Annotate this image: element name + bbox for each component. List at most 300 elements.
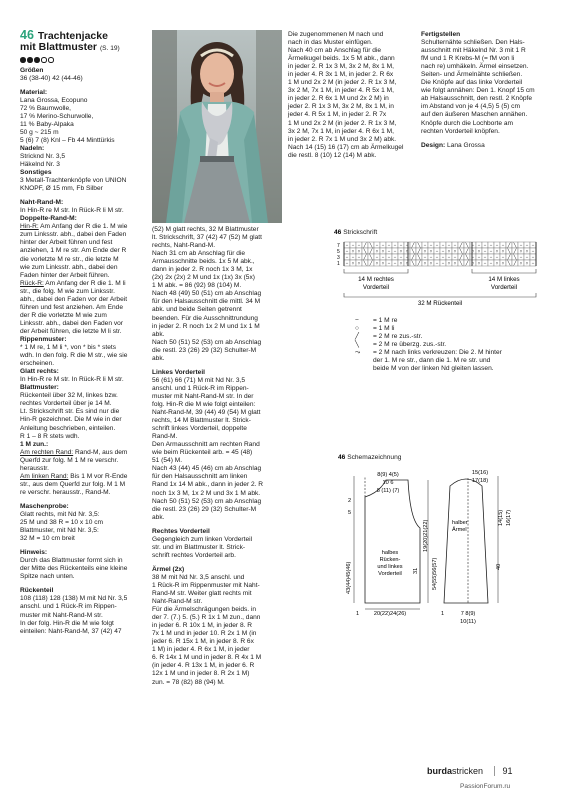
text-line	[20, 288, 144, 296]
chart-cell-symbol: −	[489, 242, 493, 248]
chart-cell-symbol: ○	[525, 248, 529, 254]
chart-cell-symbol: ○	[375, 248, 379, 254]
text-line	[152, 258, 280, 266]
chart-cell-symbol: ╲	[411, 248, 415, 254]
chart-cell-symbol: −	[393, 248, 397, 254]
chart-cell-symbol: −	[501, 242, 505, 248]
text-line	[421, 128, 547, 136]
line-text: 38 M mit Nd Nr. 3,5 anschl. und	[152, 573, 245, 581]
back-bottom-small: 1	[356, 611, 360, 617]
text-line	[288, 47, 412, 55]
line-text: Lana Grossa, Ecopuno	[20, 96, 88, 104]
chart-cell-symbol: ○	[471, 248, 475, 254]
line-text: 7x 1 M und in jeder 10. R 2x 1 M (in	[152, 630, 257, 638]
section-heading	[20, 169, 144, 177]
column-1	[20, 28, 144, 636]
chart-cell-symbol: −	[357, 254, 361, 260]
text-line	[421, 95, 547, 103]
chart-cell-symbol: ○	[453, 260, 457, 266]
line-text: in jeder 4. R 3x 1 M, in jeder 2. R 6x	[288, 71, 394, 79]
text-line	[20, 408, 144, 416]
photo-illustration	[152, 30, 282, 223]
line-text: Linksstr. abh., dabei den Faden vor	[20, 319, 124, 327]
text-line	[152, 662, 280, 670]
text-line	[152, 425, 280, 433]
text-line	[421, 87, 547, 95]
chart-cell-symbol: −	[441, 242, 445, 248]
text-line	[20, 280, 144, 288]
line-text: Rand-M, aus dem	[73, 448, 128, 456]
line-text: Nach 31 cm ab Anschlag für die	[152, 250, 246, 258]
text-line	[288, 87, 412, 95]
chart-cell-symbol: −	[483, 254, 487, 260]
line-text: führen und fest anziehen. Am Ende	[20, 303, 124, 311]
text-line	[288, 144, 412, 152]
line-text: 1 M zun.:	[20, 440, 49, 448]
text-line	[152, 298, 280, 306]
chart-cell-symbol: −	[441, 254, 445, 260]
line-text: jeder 4. R 5x 1 M, in jeder 2. R 7x	[288, 111, 387, 119]
chart-cell-symbol: −	[351, 254, 355, 260]
text-line	[152, 339, 280, 347]
legend-row	[355, 365, 545, 373]
text-line	[152, 473, 280, 481]
pattern-subtitle: mit Blattmuster	[20, 41, 98, 53]
chart-cell-symbol: ○	[423, 248, 427, 254]
text-line	[20, 153, 144, 161]
text-line	[152, 590, 280, 598]
chart-cell-symbol: ╲	[513, 242, 517, 248]
text-line	[20, 465, 144, 473]
chart-cell-symbol: −	[393, 260, 397, 266]
line-text: ausschnitt mit Häkelnd Nr. 3 mit 1 R	[421, 47, 526, 55]
chart-cell-symbol: −	[387, 248, 391, 254]
back-dim-left-2: 5	[348, 510, 352, 516]
text-line	[288, 31, 412, 39]
text-line	[152, 331, 280, 339]
legend-symbol-decrease-right: ╲	[355, 341, 359, 349]
line-text: der R die vorletzte M wie zum	[20, 311, 107, 319]
text-line	[20, 185, 144, 193]
text-line	[20, 473, 144, 481]
chart-number: 46	[334, 229, 342, 236]
chart-cell-symbol: −	[453, 242, 457, 248]
section-heading	[20, 336, 144, 344]
line-text: 1 Rück-R im Rippenmuster mit Naht-	[152, 581, 260, 589]
line-text: Linkes Vorderteil	[152, 368, 206, 376]
chart-cell-symbol: ╲	[459, 248, 463, 254]
text-line	[152, 498, 280, 506]
text-line	[20, 264, 144, 272]
line-text: In Hin-R re M str. In Rück-R li M str.	[20, 376, 124, 384]
line-text: Anleitung beschrieben, einteilen.	[20, 424, 116, 432]
line-text: Stricknd Nr. 3,5	[20, 152, 66, 160]
chart-cell-symbol: ○	[495, 248, 499, 254]
text-line	[152, 606, 280, 614]
chart-heading	[334, 229, 377, 236]
line-text: der Mitte des Rückenteils eine kleine	[20, 565, 128, 573]
line-text: Blattmuster:	[20, 384, 59, 392]
back-top-2: 10 6	[382, 480, 394, 486]
chart-cell-symbol: −	[525, 242, 529, 248]
body-outline	[365, 480, 420, 603]
line-text: jeder 6. R 15x 1 M, in jeder 8. R 6x	[152, 638, 254, 646]
line-text: (2x) 2x (2x) 2 M und 1x (1x) 3x (5x)	[152, 274, 255, 282]
line-text: Nadeln:	[20, 144, 45, 152]
text-line	[152, 266, 280, 274]
text-line	[20, 256, 144, 264]
chart-cell-symbol: ╲	[465, 242, 469, 248]
chart-cell-symbol: −	[435, 260, 439, 266]
chart-cell-symbol: ╲	[363, 260, 367, 266]
text-line	[20, 595, 144, 603]
chart-cell-symbol: ○	[471, 260, 475, 266]
line-text: (in jeder 4. R 13x 1 M, in jeder 6. R	[152, 662, 255, 670]
text-line	[152, 622, 280, 630]
underlined-label: Am rechten Rand:	[20, 448, 74, 456]
text-line	[421, 120, 547, 128]
line-text: fM und 1 R Krebs-M (= fM von li	[421, 55, 515, 63]
text-line	[20, 207, 144, 215]
difficulty-dot-empty	[41, 57, 47, 63]
chart-cell-symbol: −	[405, 254, 409, 260]
chart-cell-symbol: ○	[429, 260, 433, 266]
chart-cell-symbol: ○	[447, 248, 451, 254]
text-line	[20, 223, 144, 231]
model-photo	[152, 30, 282, 223]
chart-cell-symbol: ╱	[417, 260, 421, 266]
text-line	[20, 425, 144, 433]
line-text: hinter der Arbeit führen und fest	[20, 239, 113, 247]
text-line	[20, 527, 144, 535]
schematic-drawing	[340, 462, 546, 632]
text-line	[152, 417, 280, 425]
text-line	[20, 573, 144, 581]
line-text: anschl. und 1 Rück-R im Rippen-	[20, 603, 117, 611]
line-text: jeder 2. R 1x 3 M, 3x 2 M, 8x 1 M, in	[288, 103, 394, 111]
line-text: Nach 50 (51) 52 (53) cm ab Anschlag	[152, 497, 262, 505]
chart-cell-symbol: ○	[399, 248, 403, 254]
chart-cell-symbol: ╱	[459, 254, 463, 260]
line-text: lt. Strickschrift, 37 (42) 47 (52) M glatt	[152, 234, 262, 242]
text-line	[20, 352, 144, 360]
sleeve-top-2: 17(18)	[471, 478, 489, 484]
legend-symbol-cross: ⤳	[355, 349, 361, 357]
chart-title: Strickschrift	[343, 229, 378, 236]
text-line	[20, 239, 144, 247]
chart-cell-symbol: −	[471, 254, 475, 260]
difficulty-dot-filled	[20, 57, 26, 63]
text-line	[288, 55, 412, 63]
line-text: abk.	[152, 330, 165, 338]
chart-cell-symbol: ╲	[513, 254, 517, 260]
chart-cell-symbol: −	[525, 254, 529, 260]
sleeve-bottom: 7 8(9)	[460, 611, 476, 617]
page-number: 91	[494, 766, 513, 776]
line-text: Fertigstellen	[421, 31, 461, 38]
text-line	[20, 565, 144, 573]
chart-cell-symbol: ○	[357, 260, 361, 266]
column-3-body	[288, 31, 412, 160]
line-text: Ärmel (2x)	[152, 565, 185, 573]
chart-cell-symbol: ○	[453, 248, 457, 254]
line-text: 36 (38-40) 42 (44-46)	[20, 74, 83, 82]
chart-cell-symbol: −	[375, 242, 379, 248]
chart-cell-symbol: −	[423, 254, 427, 260]
line-text: Nach 48 (49) 50 (51) cm ab Anschlag	[152, 290, 262, 298]
chart-cell-symbol: −	[519, 254, 523, 260]
line-text: Am Anfang der R die 1. M wie	[38, 223, 128, 231]
text-line	[152, 654, 280, 662]
label-line: Vorderteil	[378, 571, 402, 577]
line-text: Häkelnd Nr. 3	[20, 161, 60, 169]
section-heading	[20, 503, 144, 511]
chart-cell-symbol: ○	[351, 248, 355, 254]
text-line	[20, 400, 144, 408]
line-text: 3 Metall-Trachtenknöpfe von UNION	[20, 177, 127, 185]
line-text: 3x 2 M, 7x 1 M, in jeder 4. R 5x 1 M,	[288, 87, 394, 95]
chart-cell-symbol: −	[399, 242, 403, 248]
footer-brand-suffix: stricken	[452, 766, 484, 776]
text-line	[152, 306, 280, 314]
label-left-front: 14 M linkes	[488, 276, 520, 283]
legend-text: = 2 M re überzg. zus.-str.	[373, 341, 447, 349]
line-text: wie beim Rückenteil arb. = 45 (48)	[152, 449, 253, 457]
page-footer	[427, 766, 513, 776]
chart-cell-symbol: ╱	[459, 242, 463, 248]
line-text: 11 % Baby-Alpaka	[20, 120, 74, 128]
legend-row	[355, 333, 545, 341]
back-bottom: 20(22)24(26)	[373, 611, 407, 617]
chart-cell-symbol: −	[345, 254, 349, 260]
legend-text: = 1 M re	[373, 317, 398, 324]
text-line	[152, 234, 280, 242]
text-line	[20, 489, 144, 497]
legend-text: = 1 M li	[373, 325, 395, 333]
text-line	[152, 638, 280, 646]
line-text: Querfd zur folg. M 1 M re verschr.	[20, 456, 119, 464]
text-line	[152, 536, 280, 544]
chart-cell-symbol: ╱	[507, 254, 511, 260]
chart-cell-symbol: ╱	[411, 254, 415, 260]
line-text: Armausschnitte beids. 1x 5 M abk.,	[152, 258, 255, 266]
line-text: * 1 M re, 1 M li *, von * bis * stets	[20, 344, 117, 352]
line-text: Knöpfe durch die Lochborte am	[421, 119, 514, 127]
chart-cell-symbol: −	[441, 260, 445, 266]
line-text: 12x 1 M und in jeder 8. R 2x 1 M)	[152, 670, 250, 678]
difficulty-dot-filled	[27, 57, 33, 63]
line-text: re verschr. herausstr., Rand-M.	[20, 488, 111, 496]
text-line	[152, 250, 280, 258]
text-line	[20, 360, 144, 368]
text-line	[152, 323, 280, 331]
line-text: Durch das Blattmuster formt sich in	[20, 557, 123, 565]
text-line	[152, 646, 280, 654]
text-line	[20, 433, 144, 441]
section-heading	[152, 566, 280, 574]
chart-cell-symbol: ○	[477, 260, 481, 266]
line-text: der 7. (7.) 5. (5.) R 1x 1 M zun., dann	[152, 614, 261, 622]
text-line	[20, 449, 144, 457]
back-height-side: 31	[413, 567, 419, 574]
column-4	[421, 31, 547, 150]
text-line	[20, 511, 144, 519]
line-text: Rechtes Vorderteil	[152, 527, 210, 535]
line-text: Gegengleich zum linken Vorderteil	[152, 535, 253, 543]
line-text: abk.	[152, 354, 165, 362]
line-text: Maschenprobe:	[20, 502, 69, 510]
text-line	[20, 161, 144, 169]
chart-cell-symbol: −	[483, 260, 487, 266]
text-line	[421, 47, 547, 55]
line-text: In Hin-R re M str. In Rück-R li M str.	[20, 207, 124, 215]
text-line	[152, 457, 280, 465]
section-heading	[20, 145, 144, 153]
chart-cell-symbol: −	[447, 254, 451, 260]
text-line	[20, 304, 144, 312]
text-line	[152, 481, 280, 489]
text-line	[20, 177, 144, 185]
chart-cell-symbol: ╱	[513, 260, 517, 266]
text-line	[152, 282, 280, 290]
chart-cell-symbol: −	[345, 248, 349, 254]
line-text: Nach 14 (15) 16 (17) cm ab Ärmelkugel	[288, 143, 404, 151]
text-line	[288, 136, 412, 144]
line-text: zun. = 78 (82) 88 (94) M.	[152, 678, 225, 686]
underlined-label: Hin-R:	[20, 223, 39, 231]
line-text: 72 % Baumwolle,	[20, 104, 71, 112]
line-text: Den Armausschnitt am rechten Rand	[152, 441, 260, 449]
line-text: in jeder 6. R 10x 1 M, in jeder 8. R	[152, 622, 253, 630]
text-line	[20, 272, 144, 280]
chart-grid	[344, 242, 536, 267]
line-text: Naht-Rand-M, 39 (44) 49 (54) M glatt	[152, 409, 261, 417]
section-heading	[421, 31, 547, 39]
line-text: abk.	[152, 513, 165, 521]
legend-text: beide M von der linken Nd gleiten lassen.	[373, 365, 494, 373]
chart-cell-symbol: −	[483, 242, 487, 248]
line-text: rechts, Naht-Rand-M.	[152, 242, 216, 250]
legend-symbol-circle: ○	[355, 325, 359, 333]
line-text: auf den äußeren Maschen annähen.	[421, 111, 528, 119]
schematic-number: 46	[338, 454, 346, 461]
text-line	[152, 465, 280, 473]
text-line	[152, 552, 280, 560]
chart-cell-symbol: ○	[519, 248, 523, 254]
chart-cell-symbol: ╱	[417, 248, 421, 254]
text-line	[20, 535, 144, 543]
pattern-title-line2	[20, 42, 144, 54]
text-line	[152, 355, 280, 363]
chart-cell-symbol: −	[375, 254, 379, 260]
line-text: nach in das Muster einfügen.	[288, 39, 373, 47]
line-text: str., aus dem Querfd zur folg. M 1 M	[20, 480, 126, 488]
chart-cell-symbol: ○	[423, 260, 427, 266]
schematic-heading	[338, 454, 401, 461]
line-text: Ärmelkugel beids. 1x 5 M abk., dann	[288, 55, 395, 63]
text-line	[20, 231, 144, 239]
line-text: dann in jeder 2. R noch 1x 3 M, 1x	[152, 266, 253, 274]
chart-cell-symbol: −	[429, 242, 433, 248]
chart-cell-symbol: ╱	[363, 254, 367, 260]
sleeve-top: 15(16)	[471, 470, 489, 476]
chart-cell-symbol: −	[387, 242, 391, 248]
chart-cell-symbol: −	[393, 254, 397, 260]
text-line	[288, 39, 412, 47]
text-line	[20, 557, 144, 565]
chart-cell-symbol: ╲	[507, 260, 511, 266]
section-heading	[20, 368, 144, 376]
chart-cell-symbol: ╱	[369, 248, 373, 254]
section-heading	[20, 67, 144, 75]
line-text: 56 (61) 66 (71) M mit Nd Nr. 3,5	[152, 376, 246, 384]
text-line	[20, 376, 144, 384]
chart-cell-symbol: −	[435, 254, 439, 260]
chart-cell-symbol: ○	[405, 248, 409, 254]
chart-cell-symbol: −	[483, 248, 487, 254]
legend-row	[355, 317, 545, 325]
chart-cell-symbol: ╲	[369, 242, 373, 248]
line-text: in jeder 2. R 1x 3 M, 3x 2 M, 8x 1 M,	[288, 63, 394, 71]
text-line	[152, 630, 280, 638]
chart-cell-symbol: −	[351, 242, 355, 248]
line-text: Glatt rechts:	[20, 368, 59, 376]
chart-cell-symbol: ╱	[465, 260, 469, 266]
legend-row	[355, 341, 545, 349]
chart-cell-symbol: ╲	[417, 242, 421, 248]
text-line	[421, 79, 547, 87]
line-text: rechtes Vorderteil über je 14 M.	[20, 400, 112, 408]
text-line	[152, 614, 280, 622]
page-reference: (S. 19)	[99, 45, 120, 52]
text-line	[152, 242, 280, 250]
text-line	[152, 226, 280, 234]
line-text: die restl. 8 (10) 12 (14) M abk.	[288, 151, 377, 159]
section-heading	[20, 384, 144, 392]
line-text: 6. R 14x 1 M und in jeder 8. R 4x 1 M	[152, 654, 262, 662]
text-line	[288, 79, 412, 87]
line-text: rechts, 14 M Blattmuster lt. Strick-	[152, 417, 251, 425]
back-dim-left-1: 2	[348, 498, 352, 504]
line-text: 32 M = 10 cm breit	[20, 535, 75, 543]
line-text: 1 M) in jeder 4. R 6x 1 M, in jeder	[152, 646, 250, 654]
chart-cell-symbol: −	[345, 242, 349, 248]
line-text: str. und im Blattmuster lt. Strick-	[152, 543, 246, 551]
chart-cell-symbol: ○	[357, 248, 361, 254]
chart-cell-symbol: −	[381, 254, 385, 260]
text-line	[421, 55, 547, 63]
text-line	[152, 409, 280, 417]
line-text: Rückenteil	[20, 587, 54, 595]
section-heading	[20, 549, 144, 557]
chart-cell-symbol: −	[393, 242, 397, 248]
line-text: im Abstand von je 4 (4,5) 5 (5) cm	[421, 103, 520, 111]
line-text: Sonstiges	[20, 169, 52, 177]
text-line	[152, 598, 280, 606]
text-line	[152, 490, 280, 498]
text-line	[288, 103, 412, 111]
chart-cell-symbol: −	[435, 242, 439, 248]
line-text: 17 % Merino-Schurwolle,	[20, 112, 94, 120]
text-line	[20, 620, 144, 628]
text-line	[152, 290, 280, 298]
chart-cell-symbol: −	[489, 260, 493, 266]
text-line	[20, 113, 144, 121]
line-text: Rand-M str. Weiter glatt rechts mit	[152, 590, 252, 598]
line-text: Seiten- und Ärmelnähte schließen.	[421, 71, 523, 79]
line-text: 1 M und 2x 2 M (in jeder 2. R 1x 3 M,	[288, 119, 397, 127]
text-line	[20, 519, 144, 527]
